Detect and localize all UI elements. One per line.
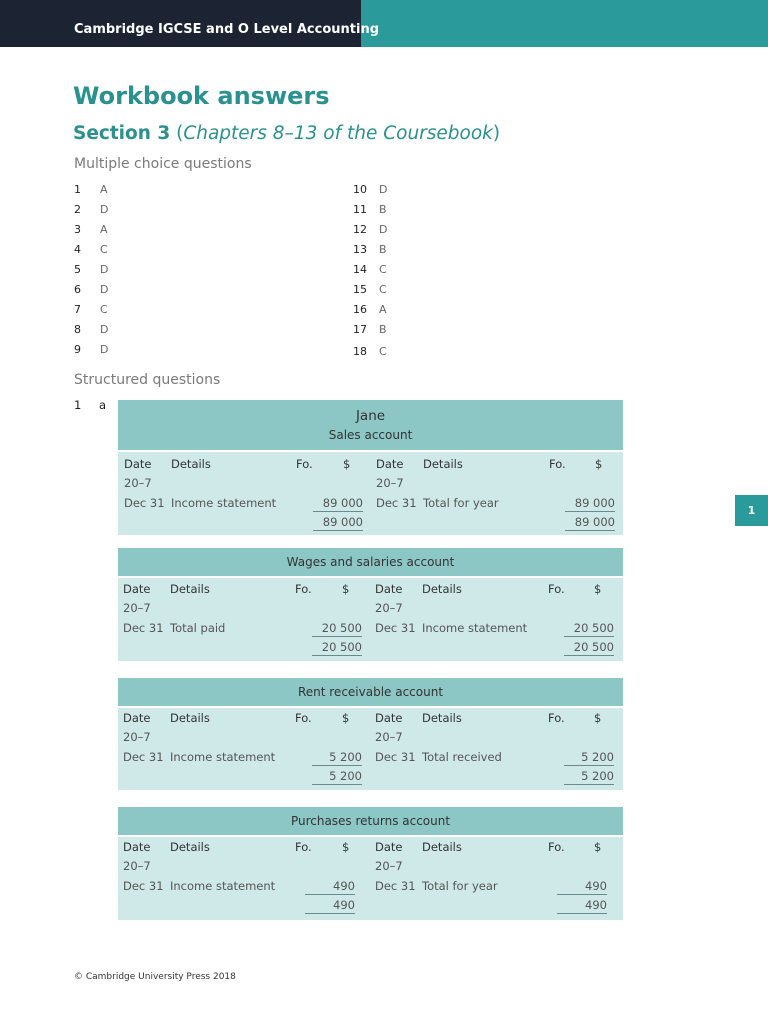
mcq-answer: D <box>379 223 388 236</box>
entry-year: 20–7 <box>123 601 151 615</box>
mcq-number: 9 <box>74 343 81 356</box>
mcq-number: 10 <box>353 183 367 196</box>
col-date: Date <box>375 840 403 854</box>
col-details: Details <box>170 582 210 596</box>
mcq-number: 6 <box>74 283 81 296</box>
col-amount: $ <box>342 711 350 725</box>
col-fo: Fo. <box>548 582 565 596</box>
mcq-answer: C <box>379 345 387 358</box>
mcq-answer: D <box>100 263 109 276</box>
page-number-tab: 1 <box>735 495 768 526</box>
debit-details: Income statement <box>170 750 276 764</box>
col-date: Date <box>123 711 151 725</box>
mcq-number: 8 <box>74 323 81 336</box>
debit-amount: 89 000 <box>313 496 363 512</box>
col-details: Details <box>422 582 462 596</box>
col-fo: Fo. <box>295 711 312 725</box>
col-details: Details <box>423 457 463 471</box>
mcq-answer: C <box>100 243 108 256</box>
mcq-number: 16 <box>353 303 367 316</box>
mcq-answer: B <box>379 203 387 216</box>
copyright-footer: © Cambridge University Press 2018 <box>74 972 236 982</box>
credit-details: Income statement <box>422 621 528 635</box>
mcq-number: 3 <box>74 223 81 236</box>
col-fo: Fo. <box>549 457 566 471</box>
debit-details: Income statement <box>171 496 277 510</box>
mcq-number: 17 <box>353 323 367 336</box>
mcq-answer: A <box>379 303 387 316</box>
credit-details: Total for year <box>423 496 499 510</box>
mcq-number: 18 <box>353 345 367 358</box>
page-title: Workbook answers <box>73 82 330 110</box>
mcq-number: 15 <box>353 283 367 296</box>
col-details: Details <box>171 457 211 471</box>
debit-total: 20 500 <box>312 640 362 656</box>
col-date: Date <box>375 582 403 596</box>
col-fo: Fo. <box>548 711 565 725</box>
col-details: Details <box>422 711 462 725</box>
mcq-answer: D <box>100 343 109 356</box>
section-open-paren: ( <box>170 123 184 144</box>
mcq-answer: C <box>100 303 108 316</box>
question-number: 1 <box>74 398 82 412</box>
entry-year: 20–7 <box>375 859 403 873</box>
mcq-answer: B <box>379 323 387 336</box>
debit-total: 5 200 <box>312 769 362 785</box>
mcq-number: 2 <box>74 203 81 216</box>
section-title <box>73 123 500 144</box>
header-accent-bar <box>361 0 768 47</box>
section-close-paren: ) <box>492 123 501 144</box>
credit-total: 5 200 <box>564 769 614 785</box>
entry-year: 20–7 <box>123 730 151 744</box>
account-name: Rent receivable account <box>297 685 444 699</box>
mcq-answer: D <box>100 323 109 336</box>
mcq-answer: D <box>379 183 388 196</box>
credit-date: Dec 31 <box>375 750 416 764</box>
debit-date: Dec 31 <box>123 621 164 635</box>
account-header <box>118 400 623 452</box>
mcq-answer: A <box>100 223 108 236</box>
structured-heading: Structured questions <box>74 372 221 388</box>
entry-year: 20–7 <box>375 601 403 615</box>
col-amount: $ <box>594 840 602 854</box>
account-header <box>118 548 623 578</box>
credit-total: 20 500 <box>564 640 614 656</box>
mcq-number: 11 <box>353 203 367 216</box>
account-header <box>118 678 623 708</box>
col-amount: $ <box>594 582 602 596</box>
debit-total: 89 000 <box>313 515 363 531</box>
mcq-number: 4 <box>74 243 81 256</box>
col-amount: $ <box>342 840 350 854</box>
mcq-number: 14 <box>353 263 367 276</box>
debit-amount: 20 500 <box>312 621 362 637</box>
entry-year: 20–7 <box>376 476 404 490</box>
col-date: Date <box>124 457 152 471</box>
col-details: Details <box>170 840 210 854</box>
col-amount: $ <box>595 457 603 471</box>
credit-amount: 89 000 <box>565 496 615 512</box>
mcq-number: 13 <box>353 243 367 256</box>
col-amount: $ <box>594 711 602 725</box>
col-fo: Fo. <box>548 840 565 854</box>
col-fo: Fo. <box>295 840 312 854</box>
debit-date: Dec 31 <box>123 879 164 893</box>
credit-date: Dec 31 <box>376 496 417 510</box>
col-date: Date <box>123 840 151 854</box>
debit-total: 490 <box>305 898 355 914</box>
account-name: Purchases returns account <box>290 814 451 828</box>
credit-amount: 490 <box>557 879 607 895</box>
ledger-account-purchases-returns <box>118 807 623 920</box>
mcq-number: 5 <box>74 263 81 276</box>
question-part: a <box>99 398 107 412</box>
entry-year: 20–7 <box>375 730 403 744</box>
credit-total: 490 <box>557 898 607 914</box>
debit-amount: 5 200 <box>312 750 362 766</box>
col-details: Details <box>170 711 210 725</box>
account-name: Sales account <box>328 428 413 442</box>
entry-year: 20–7 <box>123 859 151 873</box>
entry-year: 20–7 <box>124 476 152 490</box>
ledger-account-rent-receivable <box>118 678 623 790</box>
account-header <box>118 807 623 837</box>
mcq-heading: Multiple choice questions <box>74 156 252 172</box>
mcq-answer: D <box>100 203 109 216</box>
credit-amount: 20 500 <box>564 621 614 637</box>
ledger-account-wages <box>118 548 623 661</box>
credit-details: Total received <box>422 750 502 764</box>
book-title: Cambridge IGCSE and O Level Accounting <box>74 22 379 37</box>
credit-date: Dec 31 <box>375 621 416 635</box>
mcq-answer: C <box>379 263 387 276</box>
debit-details: Income statement <box>170 879 276 893</box>
mcq-answer: B <box>379 243 387 256</box>
credit-details: Total for year <box>422 879 498 893</box>
debit-date: Dec 31 <box>123 750 164 764</box>
mcq-number: 1 <box>74 183 81 196</box>
mcq-number: 12 <box>353 223 367 236</box>
col-date: Date <box>376 457 404 471</box>
debit-date: Dec 31 <box>124 496 165 510</box>
col-fo: Fo. <box>296 457 313 471</box>
debit-amount: 490 <box>305 879 355 895</box>
col-amount: $ <box>342 582 350 596</box>
section-label: Section 3 <box>73 123 171 144</box>
mcq-answer: D <box>100 283 109 296</box>
mcq-number: 7 <box>74 303 81 316</box>
credit-amount: 5 200 <box>564 750 614 766</box>
col-date: Date <box>375 711 403 725</box>
ledger-account-sales <box>118 400 623 535</box>
col-amount: $ <box>343 457 351 471</box>
account-owner: Jane <box>355 408 386 424</box>
credit-date: Dec 31 <box>375 879 416 893</box>
credit-total: 89 000 <box>565 515 615 531</box>
mcq-answer: C <box>379 283 387 296</box>
debit-details: Total paid <box>170 621 226 635</box>
col-date: Date <box>123 582 151 596</box>
section-chapters: Chapters 8–13 of the Coursebook <box>183 123 493 144</box>
col-details: Details <box>422 840 462 854</box>
account-name: Wages and salaries account <box>286 555 455 569</box>
mcq-answer: A <box>100 183 108 196</box>
col-fo: Fo. <box>295 582 312 596</box>
